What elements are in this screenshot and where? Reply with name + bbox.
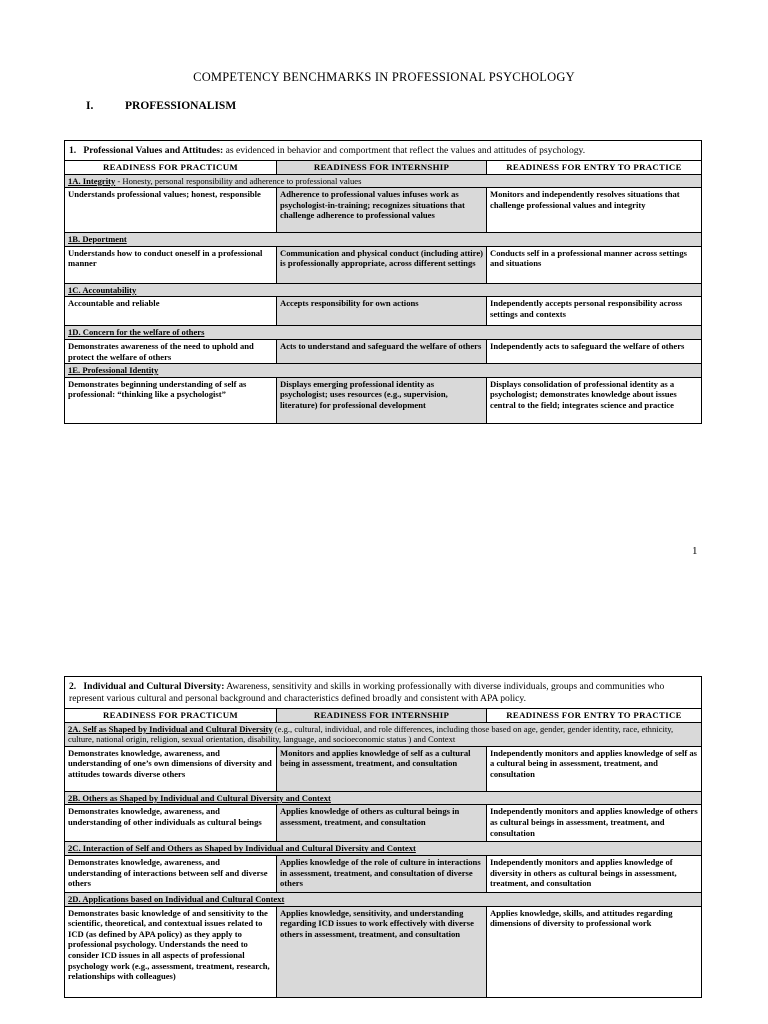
competency-table-individual-cultural-diversity — [64, 676, 702, 998]
page-number: 1 — [692, 545, 698, 557]
benchmark-row — [65, 855, 702, 892]
entry-cell: Conducts self in a professional manner across settings and situations — [487, 246, 702, 283]
subcompetency-row — [65, 174, 702, 188]
internship-cell: Applies knowledge of others as cultural beings in assessment, treatment, and consultation — [277, 805, 487, 842]
subcompetency-code: 1C. Accountability — [68, 284, 137, 295]
internship-cell: Applies knowledge, sensitivity, and understanding regarding ICD issues to work effectively with diverse others in assessment, treatment, and consultation — [277, 906, 487, 997]
subcompetency-description: - Honesty, personal responsibility and adherence to professional values — [115, 175, 362, 186]
subcompetency-code: 2A. Self as Shaped by Individual and Cultural Diversity — [68, 723, 273, 734]
subcompetency-row — [65, 283, 702, 297]
entry-cell: Independently acts to safeguard the welfare of others — [487, 339, 702, 363]
practicum-cell: Demonstrates knowledge, awareness, and understanding of one’s own dimensions of diversity and attitudes towards diverse others — [65, 746, 277, 791]
practicum-cell: Demonstrates knowledge, awareness, and understanding of other individuals as cultural beings — [65, 805, 277, 842]
subcompetency-description: (e.g., cultural, individual, and role differences, including those based on age, gender, gender identity, race, ethnicity, culture, national origin, religion, sexual orientation, disability, language, and socioeconomic status ) and Context — [68, 723, 674, 745]
subcompetency-row — [65, 233, 702, 247]
subcompetency-row — [65, 722, 702, 746]
internship-cell: Displays emerging professional identity as psychologist; uses resources (e.g., supervision, literature) for professional development — [277, 377, 487, 423]
entry-cell: Applies knowledge, skills, and attitudes regarding dimensions of diversity to professional work — [487, 906, 702, 997]
competency-description: as evidenced in behavior and comportment that reflect the values and attitudes of psychology. — [223, 145, 586, 156]
practicum-cell: Demonstrates knowledge, awareness, and understanding of interactions between self and diverse others — [65, 855, 277, 892]
entry-cell: Independently monitors and applies knowledge of others as cultural beings in assessment, treatment, and consultation — [487, 805, 702, 842]
subcompetency-code: 1D. Concern for the welfare of others — [68, 327, 205, 338]
internship-cell: Accepts responsibility for own actions — [277, 297, 487, 326]
entry-cell: Displays consolidation of professional identity as a psychologist; demonstrates knowledge about issues central to the field; integrates science and practice — [487, 377, 702, 423]
benchmark-row — [65, 906, 702, 997]
benchmark-row — [65, 377, 702, 423]
benchmark-row — [65, 805, 702, 842]
header-entry-to-practice: READINESS FOR ENTRY TO PRACTICE — [487, 709, 702, 723]
subcompetency-code: 1A. Integrity — [68, 175, 116, 186]
benchmark-row — [65, 297, 702, 326]
competency-title-cell — [65, 677, 702, 709]
practicum-cell: Demonstrates beginning understanding of self as professional: “thinking like a psychologist” — [65, 377, 277, 423]
header-entry-to-practice: READINESS FOR ENTRY TO PRACTICE — [487, 161, 702, 175]
header-practicum: READINESS FOR PRACTICUM — [65, 709, 277, 723]
section-number: I. — [86, 100, 94, 112]
subcompetency-code: 2B. Others as Shaped by Individual and Cultural Diversity and Context — [68, 792, 331, 803]
benchmark-row — [65, 188, 702, 233]
competency-number: 2. — [69, 681, 77, 692]
competency-name: Individual and Cultural Diversity: — [83, 681, 225, 692]
entry-cell: Independently monitors and applies knowledge of self as a cultural being in assessment, treatment, and consultation — [487, 746, 702, 791]
practicum-cell: Understands professional values; honest, responsible — [65, 188, 277, 233]
competency-title-cell — [65, 141, 702, 161]
internship-cell: Communication and physical conduct (including attire) is professionally appropriate, across different settings — [277, 246, 487, 283]
practicum-cell: Understands how to conduct oneself in a professional manner — [65, 246, 277, 283]
section-heading: PROFESSIONALISM — [125, 100, 237, 112]
competency-name: Professional Values and Attitudes: — [83, 145, 224, 156]
subcompetency-code: 1B. Deportment — [68, 234, 127, 245]
subcompetency-row — [65, 842, 702, 856]
subcompetency-code: 2D. Applications based on Individual and Cultural Context — [68, 893, 285, 904]
subcompetency-row — [65, 364, 702, 378]
entry-cell: Monitors and independently resolves situations that challenge professional values and integrity — [487, 188, 702, 233]
practicum-cell: Demonstrates awareness of the need to uphold and protect the welfare of others — [65, 339, 277, 363]
subcompetency-row — [65, 326, 702, 340]
internship-cell: Adherence to professional values infuses work as psychologist-in-training; recognizes situations that challenge adherence to professional values — [277, 188, 487, 233]
header-internship: READINESS FOR INTERNSHIP — [277, 161, 487, 175]
subcompetency-code: 1E. Professional Identity — [68, 365, 159, 376]
internship-cell: Applies knowledge of the role of culture in interactions in assessment, treatment, and consultation of diverse others — [277, 855, 487, 892]
internship-cell: Acts to understand and safeguard the welfare of others — [277, 339, 487, 363]
competency-description: Awareness, sensitivity and skills in working professionally with diverse individuals, groups and communities who represent various cultural and personal background and characteristics defined broadly and consistent with APA policy. — [69, 681, 665, 704]
subcompetency-code: 2C. Interaction of Self and Others as Shaped by Individual and Cultural Diversity and Context — [68, 843, 416, 854]
subcompetency-row — [65, 791, 702, 805]
page-title: COMPETENCY BENCHMARKS IN PROFESSIONAL PSYCHOLOGY — [193, 70, 575, 84]
competency-table-professional-values — [64, 140, 702, 424]
benchmark-row — [65, 246, 702, 283]
header-practicum: READINESS FOR PRACTICUM — [65, 161, 277, 175]
benchmark-row — [65, 339, 702, 363]
internship-cell: Monitors and applies knowledge of self as a cultural being in assessment, treatment, and consultation — [277, 746, 487, 791]
subcompetency-row — [65, 892, 702, 906]
practicum-cell: Demonstrates basic knowledge of and sensitivity to the scientific, theoretical, and contextual issues related to ICD (as defined by APA policy) as they apply to professional psychology. Understands the need to consider ICD issues in all aspects of professional psychology work (e.g., assessment, treatment, research, relationships with colleagues) — [65, 906, 277, 997]
practicum-cell: Accountable and reliable — [65, 297, 277, 326]
benchmark-row — [65, 746, 702, 791]
entry-cell: Independently accepts personal responsibility across settings and contexts — [487, 297, 702, 326]
header-internship: READINESS FOR INTERNSHIP — [277, 709, 487, 723]
entry-cell: Independently monitors and applies knowledge of diversity in others as cultural beings in assessment, treatment, and consultation — [487, 855, 702, 892]
competency-number: 1. — [69, 145, 77, 156]
